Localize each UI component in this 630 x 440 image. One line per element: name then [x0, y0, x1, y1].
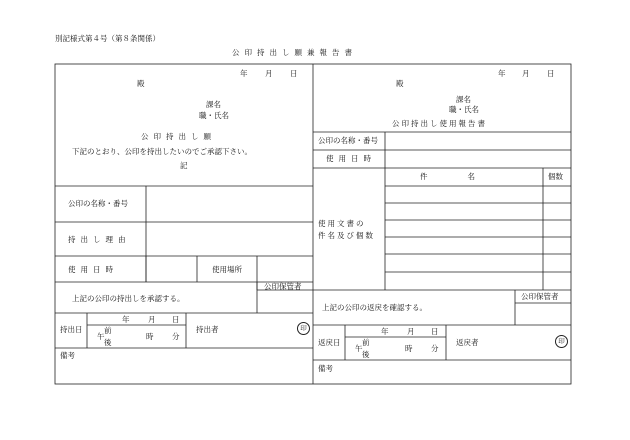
right-date-month: 月 [522, 69, 530, 78]
left-gozen-go: 午 [97, 332, 105, 341]
left-date-year: 年 [240, 69, 248, 78]
right-seal-mark: 印 [555, 335, 568, 348]
right-pm: 後 [362, 350, 370, 359]
right-gozen-go: 午 [355, 344, 363, 353]
left-section-label: 課名 [206, 100, 221, 109]
right-row-day: 日 [431, 327, 439, 336]
right-report-title: 公印持出し使用報告書 [392, 119, 487, 128]
right-minute: 分 [431, 344, 439, 353]
right-am: 前 [362, 338, 370, 347]
left-seal-name-label: 公印の名称・番号 [68, 199, 128, 208]
form-number: 別記様式第４号（第８条関係） [55, 34, 160, 43]
left-name-label: 職・氏名 [199, 111, 229, 120]
left-request-title: 公印持出し願 [141, 132, 216, 141]
right-date-year: 年 [498, 69, 506, 78]
left-reason-label: 持出し理由 [68, 235, 131, 244]
right-doc-label-2: 件名及び個数 [318, 231, 375, 240]
left-use-place-label: 使用場所 [212, 265, 242, 274]
left-hour: 時 [146, 332, 154, 341]
left-approve-text: 上記の公印の持出しを承認する。 [72, 294, 185, 303]
right-addressee: 殿 [396, 79, 404, 88]
left-use-datetime-label: 使用日時 [68, 265, 118, 274]
right-row-year: 年 [381, 327, 389, 336]
right-return-date-label: 返戻日 [318, 338, 341, 347]
right-name-label: 職・氏名 [449, 105, 479, 114]
right-col-subject: 件名 [420, 172, 515, 181]
left-seal-mark: 印 [297, 322, 310, 335]
left-row-month: 月 [148, 315, 156, 324]
left-minute: 分 [172, 332, 180, 341]
left-addressee: 殿 [137, 79, 145, 88]
right-confirm-text: 上記の公印の返戻を確認する。 [322, 303, 427, 312]
left-pm: 後 [104, 338, 112, 347]
left-date-month: 月 [265, 69, 273, 78]
right-returner-label: 返戻者 [456, 338, 479, 347]
form-title: 公印持出し願兼報告書 [232, 48, 357, 57]
right-row-month: 月 [407, 327, 415, 336]
left-remarks-label: 備考 [60, 351, 75, 360]
right-use-datetime-label: 使用日時 [326, 154, 376, 163]
right-seal-name-label: 公印の名称・番号 [318, 136, 378, 145]
left-row-day: 日 [172, 315, 180, 324]
left-row-year: 年 [122, 315, 130, 324]
left-date-day: 日 [290, 69, 298, 78]
left-request-text: 下記のとおり、公印を持出したいのでご承認下さい。 [72, 147, 252, 156]
right-date-day: 日 [547, 69, 555, 78]
right-remarks-label: 備考 [318, 364, 333, 373]
right-doc-label-1: 使用文書の [318, 219, 366, 228]
left-taker-label: 持出者 [196, 325, 219, 334]
right-col-count: 個数 [548, 172, 563, 181]
right-section-label: 課名 [456, 95, 471, 104]
left-am: 前 [104, 326, 112, 335]
left-ki: 記 [180, 161, 188, 170]
right-hour: 時 [405, 344, 413, 353]
right-custodian-label: 公印保管者 [521, 292, 559, 301]
left-takeout-date-label: 持出日 [60, 325, 83, 334]
left-custodian-label: 公印保管者 [264, 282, 302, 291]
